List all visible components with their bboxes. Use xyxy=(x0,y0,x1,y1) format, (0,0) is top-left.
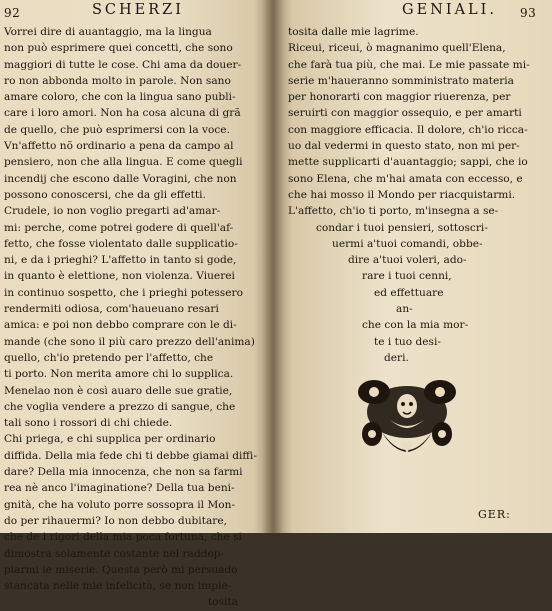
text-line: te i tuo desi- xyxy=(374,335,441,348)
text-line: incendij che escono dalle Voragini, che non xyxy=(4,172,237,185)
text-line: ti porto. Non merita amore chi lo supplica. xyxy=(4,368,234,381)
text-line: uermi a'tuoi comandi, obbe- xyxy=(332,237,483,250)
left-running-title: SCHERZI xyxy=(92,2,184,18)
text-line: stancata nelle mie infelicità, se non impie- xyxy=(4,580,232,593)
text-line: non può esprimere quei concetti, che sono xyxy=(4,42,233,55)
text-line: rare i tuoi cenni, xyxy=(362,270,452,283)
text-line: serie m'haueranno somministrato materia xyxy=(288,74,514,87)
text-line: deri. xyxy=(384,351,409,364)
text-line: ro non abbonda molto in parole. Non sano xyxy=(4,74,231,87)
text-line: pensiero, non che alla lingua. E come quegli xyxy=(4,156,243,169)
text-line: amica: e poi non debbo comprare con le di- xyxy=(4,319,237,332)
text-line: Menelao non è così auaro delle sue gratie, xyxy=(4,384,233,397)
left-page-text xyxy=(4,24,262,611)
text-line: Chi priega, e chi supplica per ordinario xyxy=(4,433,216,446)
right-page xyxy=(282,0,552,533)
right-page-number: 93 xyxy=(520,6,537,20)
catchword-left: tosita xyxy=(207,596,238,609)
text-line: Riceui, riceui, ò magnanimo quell'Elena, xyxy=(288,42,506,55)
catchword: GER: xyxy=(478,508,511,521)
left-page-number: 92 xyxy=(4,6,21,20)
text-line: mande (che sono il più caro prezzo dell'anima) xyxy=(4,335,255,348)
text-line: gnità, che ha voluto porre sossopra il Mon- xyxy=(4,498,236,511)
text-line: an- xyxy=(396,303,413,316)
right-running-title: GENIALI. xyxy=(402,2,498,18)
text-line: amare coloro, che con la lingua sano publi- xyxy=(4,91,236,104)
text-line: piarmi le miserie. Questa però mi persuado xyxy=(4,563,238,576)
text-line: rendermiti odiosa, com'haueuano resari xyxy=(4,303,219,316)
text-line: in continuo sospetto, che i prieghi potessero xyxy=(4,286,243,299)
right-page-text xyxy=(288,24,546,366)
text-line: che con la mia mor- xyxy=(362,319,469,332)
printers-ornament xyxy=(352,372,462,468)
text-line: condar i tuoi pensieri, sottoscri- xyxy=(316,221,488,234)
text-line: tosita dalle mie lagrime. xyxy=(288,26,419,38)
left-page-header xyxy=(0,2,270,22)
text-line: do per rihauermi? Io non debbo dubitare, xyxy=(4,514,227,527)
text-line: Vorrei dire di auantaggio, ma la lingua xyxy=(4,26,212,38)
text-line: che voglia vendere a prezzo di sangue, che xyxy=(4,400,236,413)
right-page-header xyxy=(282,2,552,22)
text-line: con maggiore efficacia. Il dolore, ch'io ricca- xyxy=(288,123,528,136)
text-line: dire a'tuoi voleri, ado- xyxy=(348,254,467,267)
text-line: maggiori di tutte le cose. Chi ama da douer- xyxy=(4,58,242,71)
text-line: quello, ch'io pretendo per l'affetto, che xyxy=(4,351,214,364)
text-line: uo dal vedermi in questo stato, non mi per- xyxy=(288,140,520,153)
text-line: mi: perche, come potrei godere di quell'af- xyxy=(4,221,234,234)
text-line: dare? Della mia innocenza, che non sa farmi xyxy=(4,466,243,479)
text-line: L'affetto, ch'io ti porto, m'insegna a se- xyxy=(288,205,499,218)
text-line: de quello, che può esprimersi con la voce. xyxy=(4,123,230,136)
text-line: ed effettuare xyxy=(374,286,444,299)
text-line: diffida. Della mia fede chi ti debbe giamai diffi- xyxy=(4,449,257,462)
text-line: rea nè anco l'imaginatione? Della tua beni- xyxy=(4,482,235,495)
text-line: che farà tua più, che mai. Le mie passate mi- xyxy=(288,58,530,71)
text-line: in quanto è elettione, non violenza. Viuerei xyxy=(4,270,235,283)
text-line: Vn'affetto nõ ordinario a pena da campo al xyxy=(4,140,234,153)
text-line: care i loro amori. Non ha cosa alcuna di grã xyxy=(4,107,241,120)
text-line: mette supplicarti d'auantaggio; sappi, che io xyxy=(288,156,528,169)
text-line: tali sono i rossori di chi chiede. xyxy=(4,417,173,430)
text-line: dimostra solamente costante nel raddop- xyxy=(4,547,225,560)
text-line: possono conoscersi, che da gli effetti. xyxy=(4,188,206,201)
text-line: ni, e da i prieghi? L'affetto in tanto si gode, xyxy=(4,254,237,267)
text-line: per honorarti con maggior riuerenza, per xyxy=(288,91,511,104)
text-line: fetto, che fosse violentato dalle supplicatio- xyxy=(4,237,238,250)
text-line: Crudele, io non voglio pregarti ad'amar- xyxy=(4,205,221,218)
text-line: che hai mosso il Mondo per riacquistarmi. xyxy=(288,188,516,201)
text-line: che de i rigori della mia poca fortuna, che si xyxy=(4,531,242,544)
text-line: sono Elena, che m'hai amata con eccesso, e xyxy=(288,172,523,185)
text-line: seruirti con maggior ossequio, e per amarti xyxy=(288,107,522,120)
left-page xyxy=(0,0,270,609)
